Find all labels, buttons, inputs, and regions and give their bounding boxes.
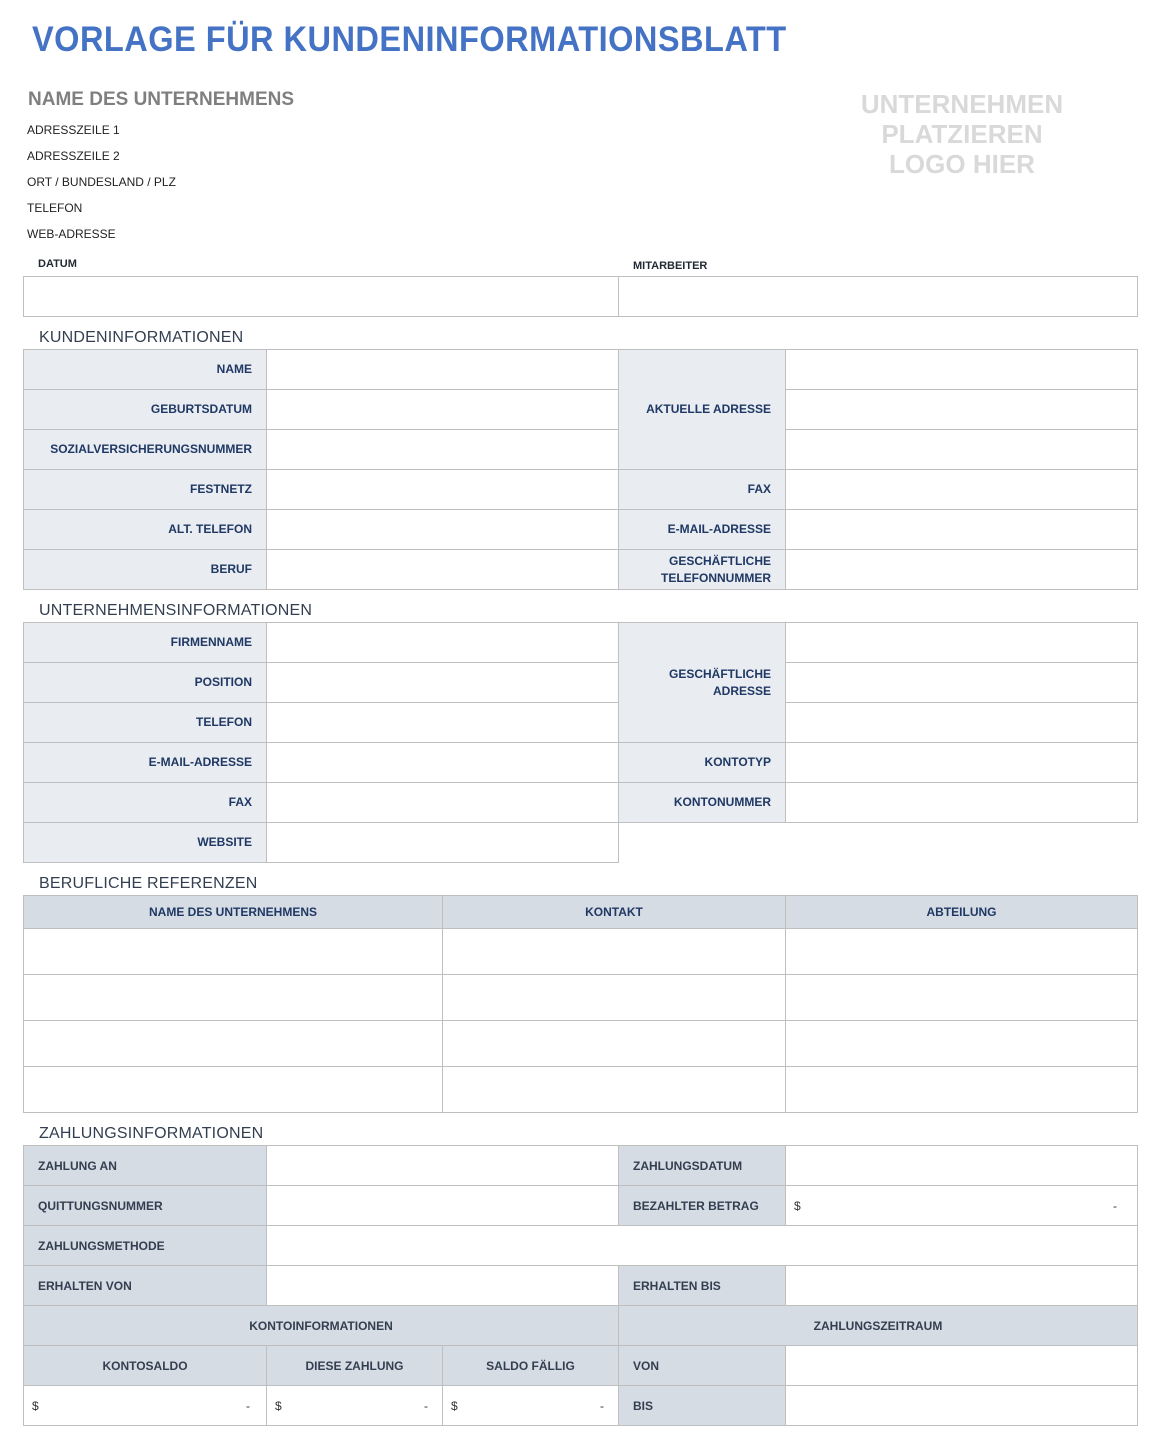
amount-value: - bbox=[600, 1398, 604, 1413]
reference-contact-cell[interactable] bbox=[442, 928, 786, 975]
amount-value: - bbox=[246, 1398, 250, 1413]
label-email: E-MAIL-ADRESSE bbox=[618, 509, 786, 550]
input-business-address-line-2[interactable] bbox=[785, 662, 1138, 703]
input-received-by[interactable] bbox=[785, 1265, 1138, 1306]
label-name: NAME bbox=[23, 349, 267, 390]
input-company-email[interactable] bbox=[266, 742, 619, 783]
input-website[interactable] bbox=[266, 822, 619, 863]
reference-department-cell[interactable] bbox=[785, 1020, 1138, 1067]
header-payment-period: ZAHLUNGSZEITRAUM bbox=[618, 1305, 1138, 1346]
input-received-from[interactable] bbox=[266, 1265, 619, 1306]
column-header-contact: KONTAKT bbox=[442, 895, 786, 929]
label-period-from: VON bbox=[618, 1345, 786, 1386]
reference-company-cell[interactable] bbox=[23, 974, 443, 1021]
label-company-fax: FAX bbox=[23, 782, 267, 823]
column-header-this-payment: DIESE ZAHLUNG bbox=[266, 1345, 443, 1386]
label-business-address-line-1: GESCHÄFTLICHE bbox=[669, 666, 771, 681]
input-receipt-number[interactable] bbox=[266, 1185, 619, 1226]
amount-value: - bbox=[1113, 1198, 1117, 1213]
input-business-phone[interactable] bbox=[785, 549, 1138, 590]
input-phone[interactable] bbox=[266, 702, 619, 743]
input-payment-method[interactable] bbox=[266, 1225, 1138, 1266]
logo-placeholder-line-1: UNTERNEHMEN PLATZIEREN bbox=[860, 89, 1064, 149]
reference-department-cell[interactable] bbox=[785, 928, 1138, 975]
label-business-address bbox=[618, 622, 786, 743]
reference-contact-cell[interactable] bbox=[442, 1066, 786, 1113]
section-title-company-info: UNTERNEHMENSINFORMATIONEN bbox=[39, 602, 313, 619]
address-line-1: ADRESSZEILE 1 bbox=[27, 123, 120, 137]
input-occupation[interactable] bbox=[266, 549, 619, 590]
input-birthdate[interactable] bbox=[266, 389, 619, 430]
label-amount-paid: BEZAHLTER BETRAG bbox=[618, 1185, 786, 1226]
label-received-from: ERHALTEN VON bbox=[23, 1265, 267, 1306]
column-header-balance-due: SALDO FÄLLIG bbox=[442, 1345, 619, 1386]
input-business-address-line-1[interactable] bbox=[785, 622, 1138, 663]
employee-field[interactable] bbox=[618, 276, 1138, 317]
input-payment-date[interactable] bbox=[785, 1145, 1138, 1186]
input-fax[interactable] bbox=[785, 469, 1138, 510]
company-phone: TELEFON bbox=[27, 201, 83, 215]
header-account-info: KONTOINFORMATIONEN bbox=[23, 1305, 619, 1346]
input-company-name[interactable] bbox=[266, 622, 619, 663]
date-field[interactable] bbox=[23, 276, 619, 317]
company-name: NAME DES UNTERNEHMENS bbox=[28, 89, 295, 110]
address-line-2: ADRESSZEILE 2 bbox=[27, 149, 120, 163]
reference-contact-cell[interactable] bbox=[442, 1020, 786, 1067]
label-current-address: AKTUELLE ADRESSE bbox=[618, 349, 786, 470]
currency-symbol: $ bbox=[451, 1398, 458, 1413]
label-received-by: ERHALTEN BIS bbox=[618, 1265, 786, 1306]
reference-department-cell[interactable] bbox=[785, 974, 1138, 1021]
label-receipt-number: QUITTUNGSNUMMER bbox=[23, 1185, 267, 1226]
label-account-type: KONTOTYP bbox=[618, 742, 786, 783]
input-email[interactable] bbox=[785, 509, 1138, 550]
label-phone: TELEFON bbox=[23, 702, 267, 743]
column-header-department: ABTEILUNG bbox=[785, 895, 1138, 929]
column-header-company-name: NAME DES UNTERNEHMENS bbox=[23, 895, 443, 929]
input-amount-paid[interactable] bbox=[785, 1185, 1138, 1226]
date-label: DATUM bbox=[38, 258, 77, 270]
reference-company-cell[interactable] bbox=[23, 1020, 443, 1067]
section-title-references: BERUFLICHE REFERENZEN bbox=[39, 875, 258, 892]
label-business-phone bbox=[618, 549, 786, 590]
label-landline: FESTNETZ bbox=[23, 469, 267, 510]
employee-label: MITARBEITER bbox=[633, 260, 708, 272]
input-landline[interactable] bbox=[266, 469, 619, 510]
web-address: WEB-ADRESSE bbox=[27, 227, 116, 241]
reference-contact-cell[interactable] bbox=[442, 974, 786, 1021]
label-social-security-number: SOZIALVERSICHERUNGSNUMMER bbox=[23, 429, 267, 470]
input-account-number[interactable] bbox=[785, 782, 1138, 823]
input-account-type[interactable] bbox=[785, 742, 1138, 783]
input-this-payment[interactable] bbox=[266, 1385, 443, 1426]
label-website: WEBSITE bbox=[23, 822, 267, 863]
label-payment-date: ZAHLUNGSDATUM bbox=[618, 1145, 786, 1186]
label-business-address-line-2: ADRESSE bbox=[712, 683, 771, 698]
label-alt-phone: ALT. TELEFON bbox=[23, 509, 267, 550]
input-business-address-line-3[interactable] bbox=[785, 702, 1138, 743]
currency-symbol: $ bbox=[32, 1398, 39, 1413]
input-company-fax[interactable] bbox=[266, 782, 619, 823]
section-title-payment-info: ZAHLUNGSINFORMATIONEN bbox=[39, 1125, 264, 1142]
label-position: POSITION bbox=[23, 662, 267, 703]
label-payment-method: ZAHLUNGSMETHODE bbox=[23, 1225, 267, 1266]
amount-value: - bbox=[424, 1398, 428, 1413]
logo-placeholder bbox=[782, 89, 1142, 179]
label-company-email: E-MAIL-ADRESSE bbox=[23, 742, 267, 783]
label-payment-to: ZAHLUNG AN bbox=[23, 1145, 267, 1186]
reference-department-cell[interactable] bbox=[785, 1066, 1138, 1113]
label-period-to: BIS bbox=[618, 1385, 786, 1426]
input-position[interactable] bbox=[266, 662, 619, 703]
input-social-security-number[interactable] bbox=[266, 429, 619, 470]
input-account-balance[interactable] bbox=[23, 1385, 267, 1426]
reference-company-cell[interactable] bbox=[23, 1066, 443, 1113]
page-title: VORLAGE FÜR KUNDENINFORMATIONSBLATT bbox=[32, 20, 787, 59]
currency-symbol: $ bbox=[275, 1398, 282, 1413]
input-payment-to[interactable] bbox=[266, 1145, 619, 1186]
input-alt-phone[interactable] bbox=[266, 509, 619, 550]
label-birthdate: GEBURTSDATUM bbox=[23, 389, 267, 430]
label-fax: FAX bbox=[618, 469, 786, 510]
logo-placeholder-line-2: LOGO HIER bbox=[889, 149, 1035, 179]
currency-symbol: $ bbox=[794, 1198, 801, 1213]
label-account-number: KONTONUMMER bbox=[618, 782, 786, 823]
input-current-address-line-2[interactable] bbox=[785, 389, 1138, 430]
input-current-address-line-1[interactable] bbox=[785, 349, 1138, 390]
column-header-account-balance: KONTOSALDO bbox=[23, 1345, 267, 1386]
input-period-to[interactable] bbox=[785, 1385, 1138, 1426]
input-current-address-line-3[interactable] bbox=[785, 429, 1138, 470]
label-company-name: FIRMENNAME bbox=[23, 622, 267, 663]
input-name[interactable] bbox=[266, 349, 619, 390]
input-period-from[interactable] bbox=[785, 1345, 1138, 1386]
city-state-zip: ORT / BUNDESLAND / PLZ bbox=[27, 175, 176, 189]
label-business-phone-line-1: GESCHÄFTLICHE bbox=[669, 553, 771, 568]
reference-company-cell[interactable] bbox=[23, 928, 443, 975]
label-business-phone-line-2: TELEFONNUMMER bbox=[661, 570, 771, 585]
label-occupation: BERUF bbox=[23, 549, 267, 590]
input-balance-due[interactable] bbox=[442, 1385, 619, 1426]
section-title-customer-info: KUNDENINFORMATIONEN bbox=[39, 329, 244, 346]
